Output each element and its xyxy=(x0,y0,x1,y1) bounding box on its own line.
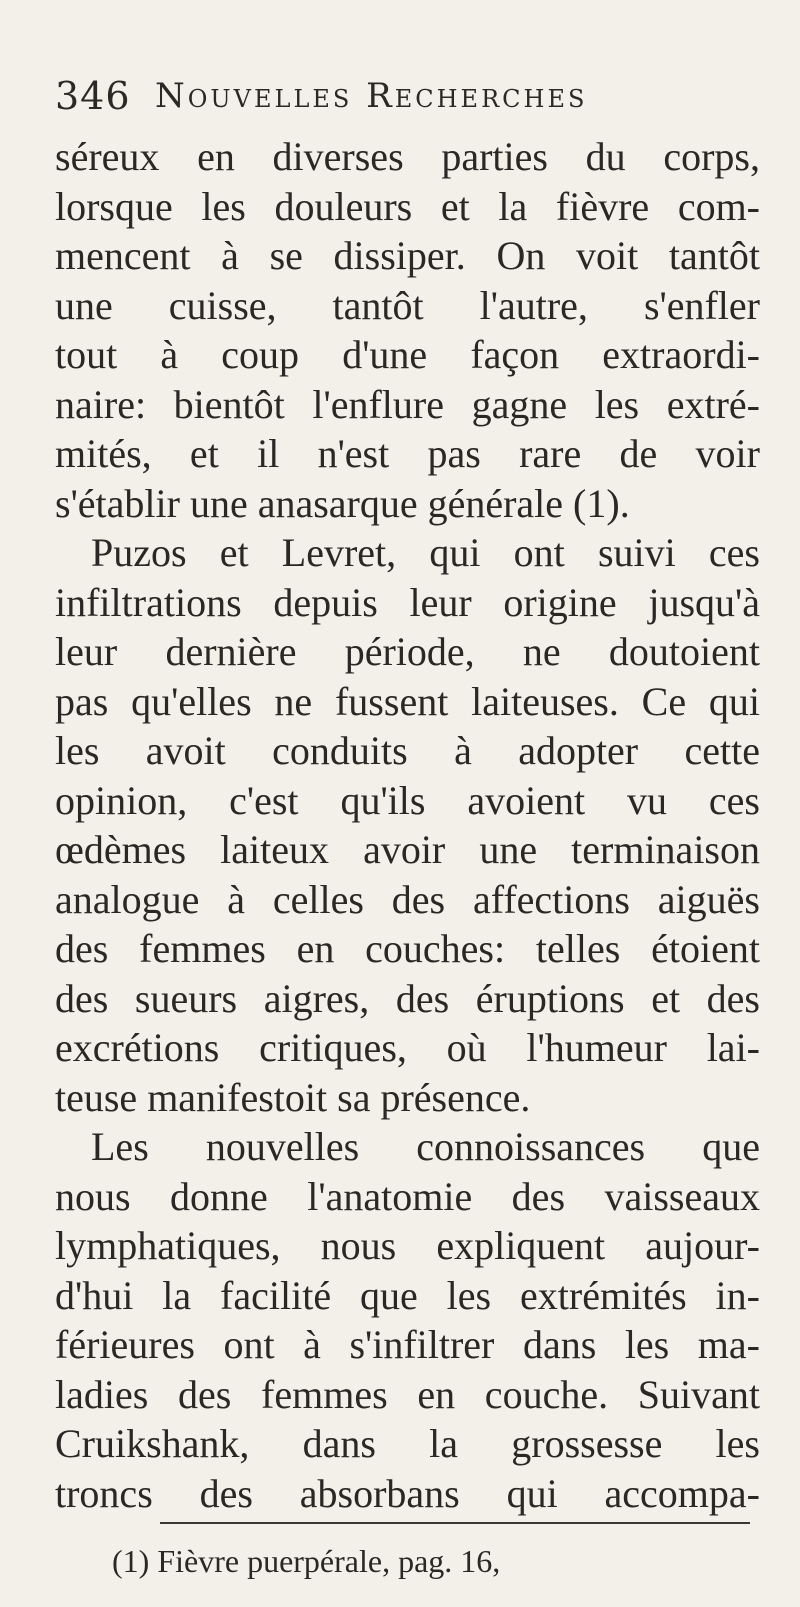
text-line: d'hui la facilité que les extrémités in- xyxy=(55,1272,760,1318)
text-line: séreux en diverses parties du corps, xyxy=(55,134,760,179)
text-line: une cuisse, tantôt l'autre, s'enfler xyxy=(55,282,760,328)
text-line: ladies des femmes en couche. Suivant xyxy=(55,1371,760,1417)
text-line: Cruikshank, dans la grossesse les xyxy=(55,1421,760,1466)
text-line: teuse manifestoit sa présence. xyxy=(55,1074,531,1120)
text-line: lorsque les douleurs et la fièvre com- xyxy=(55,183,760,229)
text-line: des femmes en couches: telles étoient xyxy=(55,926,760,971)
body-text xyxy=(55,132,760,1518)
text-line: Les nouvelles connoissances que xyxy=(91,1124,760,1169)
running-title: Nouvelles Recherches xyxy=(155,76,588,116)
text-line: opinion, c'est qu'ils avoient vu ces xyxy=(55,777,760,823)
text-line: Puzos et Levret, qui ont suivi ces xyxy=(91,530,760,575)
text-line: troncs des absorbans qui accompa- xyxy=(55,1470,760,1516)
text-line: mencent à se dissiper. On voit tantôt xyxy=(55,233,760,278)
text-line: infiltrations depuis leur origine jusqu'à xyxy=(55,579,760,625)
text-line: pas qu'elles ne fussent laiteuses. Ce qui xyxy=(55,678,760,724)
page-number: 346 xyxy=(55,74,131,118)
text-line: férieures ont à s'infiltrer dans les ma- xyxy=(55,1322,760,1367)
text-line: excrétions critiques, où l'humeur lai- xyxy=(55,1025,760,1070)
text-line: œdèmes laiteux avoir une terminaison xyxy=(55,827,760,872)
text-line: des sueurs aigres, des éruptions et des xyxy=(55,975,760,1021)
footnote: (1) Fièvre puerpérale, pag. 16, xyxy=(112,1543,501,1579)
text-line: s'établir une anasarque générale (1). xyxy=(55,480,630,526)
text-line: leur dernière période, ne doutoient xyxy=(55,629,760,674)
text-line: tout à coup d'une façon extraordi- xyxy=(55,332,760,377)
page-header xyxy=(55,72,775,128)
text-line: mités, et il n'est pas rare de voir xyxy=(55,431,760,476)
text-line: les avoit conduits à adopter cette xyxy=(55,728,760,773)
text-line: nous donne l'anatomie des vaisseaux xyxy=(55,1173,760,1219)
text-line: analogue à celles des affections aiguës xyxy=(55,876,760,922)
footnote-rule xyxy=(160,1522,750,1524)
text-line: naire: bientôt l'enflure gagne les extré- xyxy=(55,381,760,427)
text-line: lymphatiques, nous expliquent aujour- xyxy=(55,1223,760,1268)
